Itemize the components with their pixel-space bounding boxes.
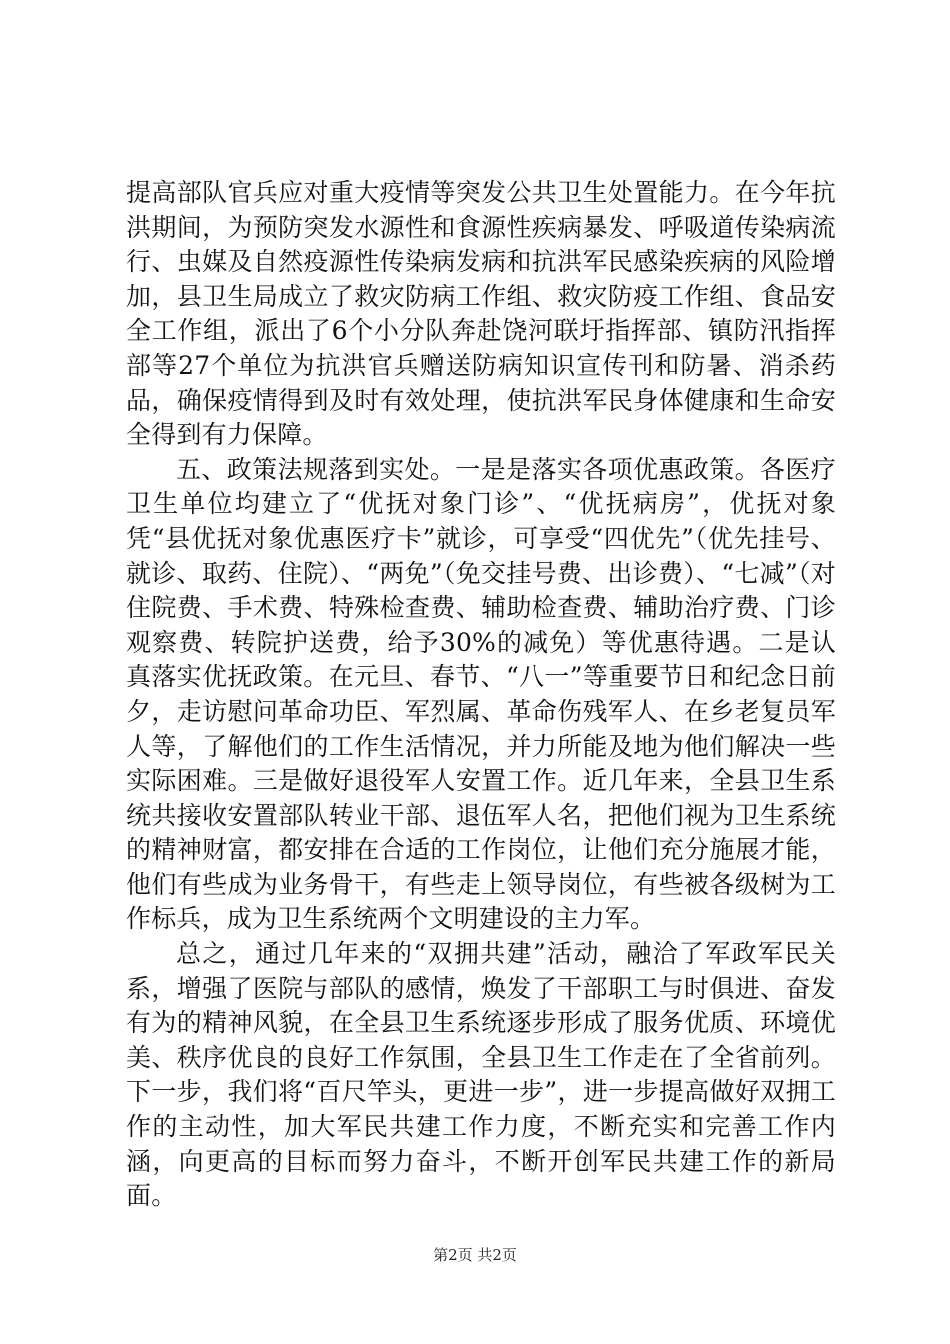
document-body bbox=[126, 176, 836, 1214]
body-paragraph-continued: 提高部队官兵应对重大疫情等突发公共卫生处置能力。在今年抗洪期间，为预防突发水源性和食源性疾病暴发、呼吸道传染病流行、虫媒及自然疫源性传染病发病和抗洪军民感染疾病的风险增加，县卫生局成立了救灾防病工作组、救灾防疫工作组、食品安全工作组，派出了6个小分队奔赴饶河联圩指挥部、镇防汛指挥部等27个单位为抗洪官兵赠送防病知识宣传刊和防暑、消杀药品，确保疫情得到及时有效处理，使抗洪军民身体健康和生命安全得到有力保障。 bbox=[126, 178, 836, 450]
body-paragraph-summary: 总之，通过几年来的“双拥共建”活动，融洽了军政军民关系，增强了医院与部队的感情，焕发了干部职工与时俱进、奋发有为的精神风貌，在全县卫生系统逐步形成了服务优质、环境优美、秩序优良的良好工作氛围，全县卫生工作走在了全省前列。下一步，我们将“百尺竿头，更进一步”，进一步提高做好双拥工作的主动性，加大军民共建工作力度，不断充实和完善工作内涵，向更高的目标而努力奋斗，不断开创军民共建工作的新局面。 bbox=[126, 939, 836, 1211]
body-paragraph-policy: 五、政策法规落到实处。一是是落实各项优惠政策。各医疗卫生单位均建立了“优抚对象门诊”、“优抚病房”，优抚对象凭“县优抚对象优惠医疗卡”就诊，可享受“四优先”（优先挂号、就诊、取药、住院）、“两免”（免交挂号费、出诊费）、“七减”（对住院费、手术费、特殊检查费、辅助检查费、辅助治疗费、门诊观察费、转院护送费，给予30%的减免）等优惠待遇。二是认真落实优抚政策。在元旦、春节、“八一”等重要节日和纪念日前夕，走访慰问革命功臣、军烈属、革命伤残军人、在乡老复员军人等，了解他们的工作生活情况，并力所能及地为他们解决一些实际困难。三是做好退役军人安置工作。近几年来，全县卫生系统共接收安置部队转业干部、退伍军人名，把他们视为卫生系统的精神财富，都安排在合适的工作岗位，让他们充分施展才能，他们有些成为业务骨干，有些走上领导岗位，有些被各级树为工作标兵，成为卫生系统两个文明建设的主力军。 bbox=[126, 454, 836, 934]
page-number-footer: 第2页 共2页 bbox=[433, 1246, 517, 1264]
